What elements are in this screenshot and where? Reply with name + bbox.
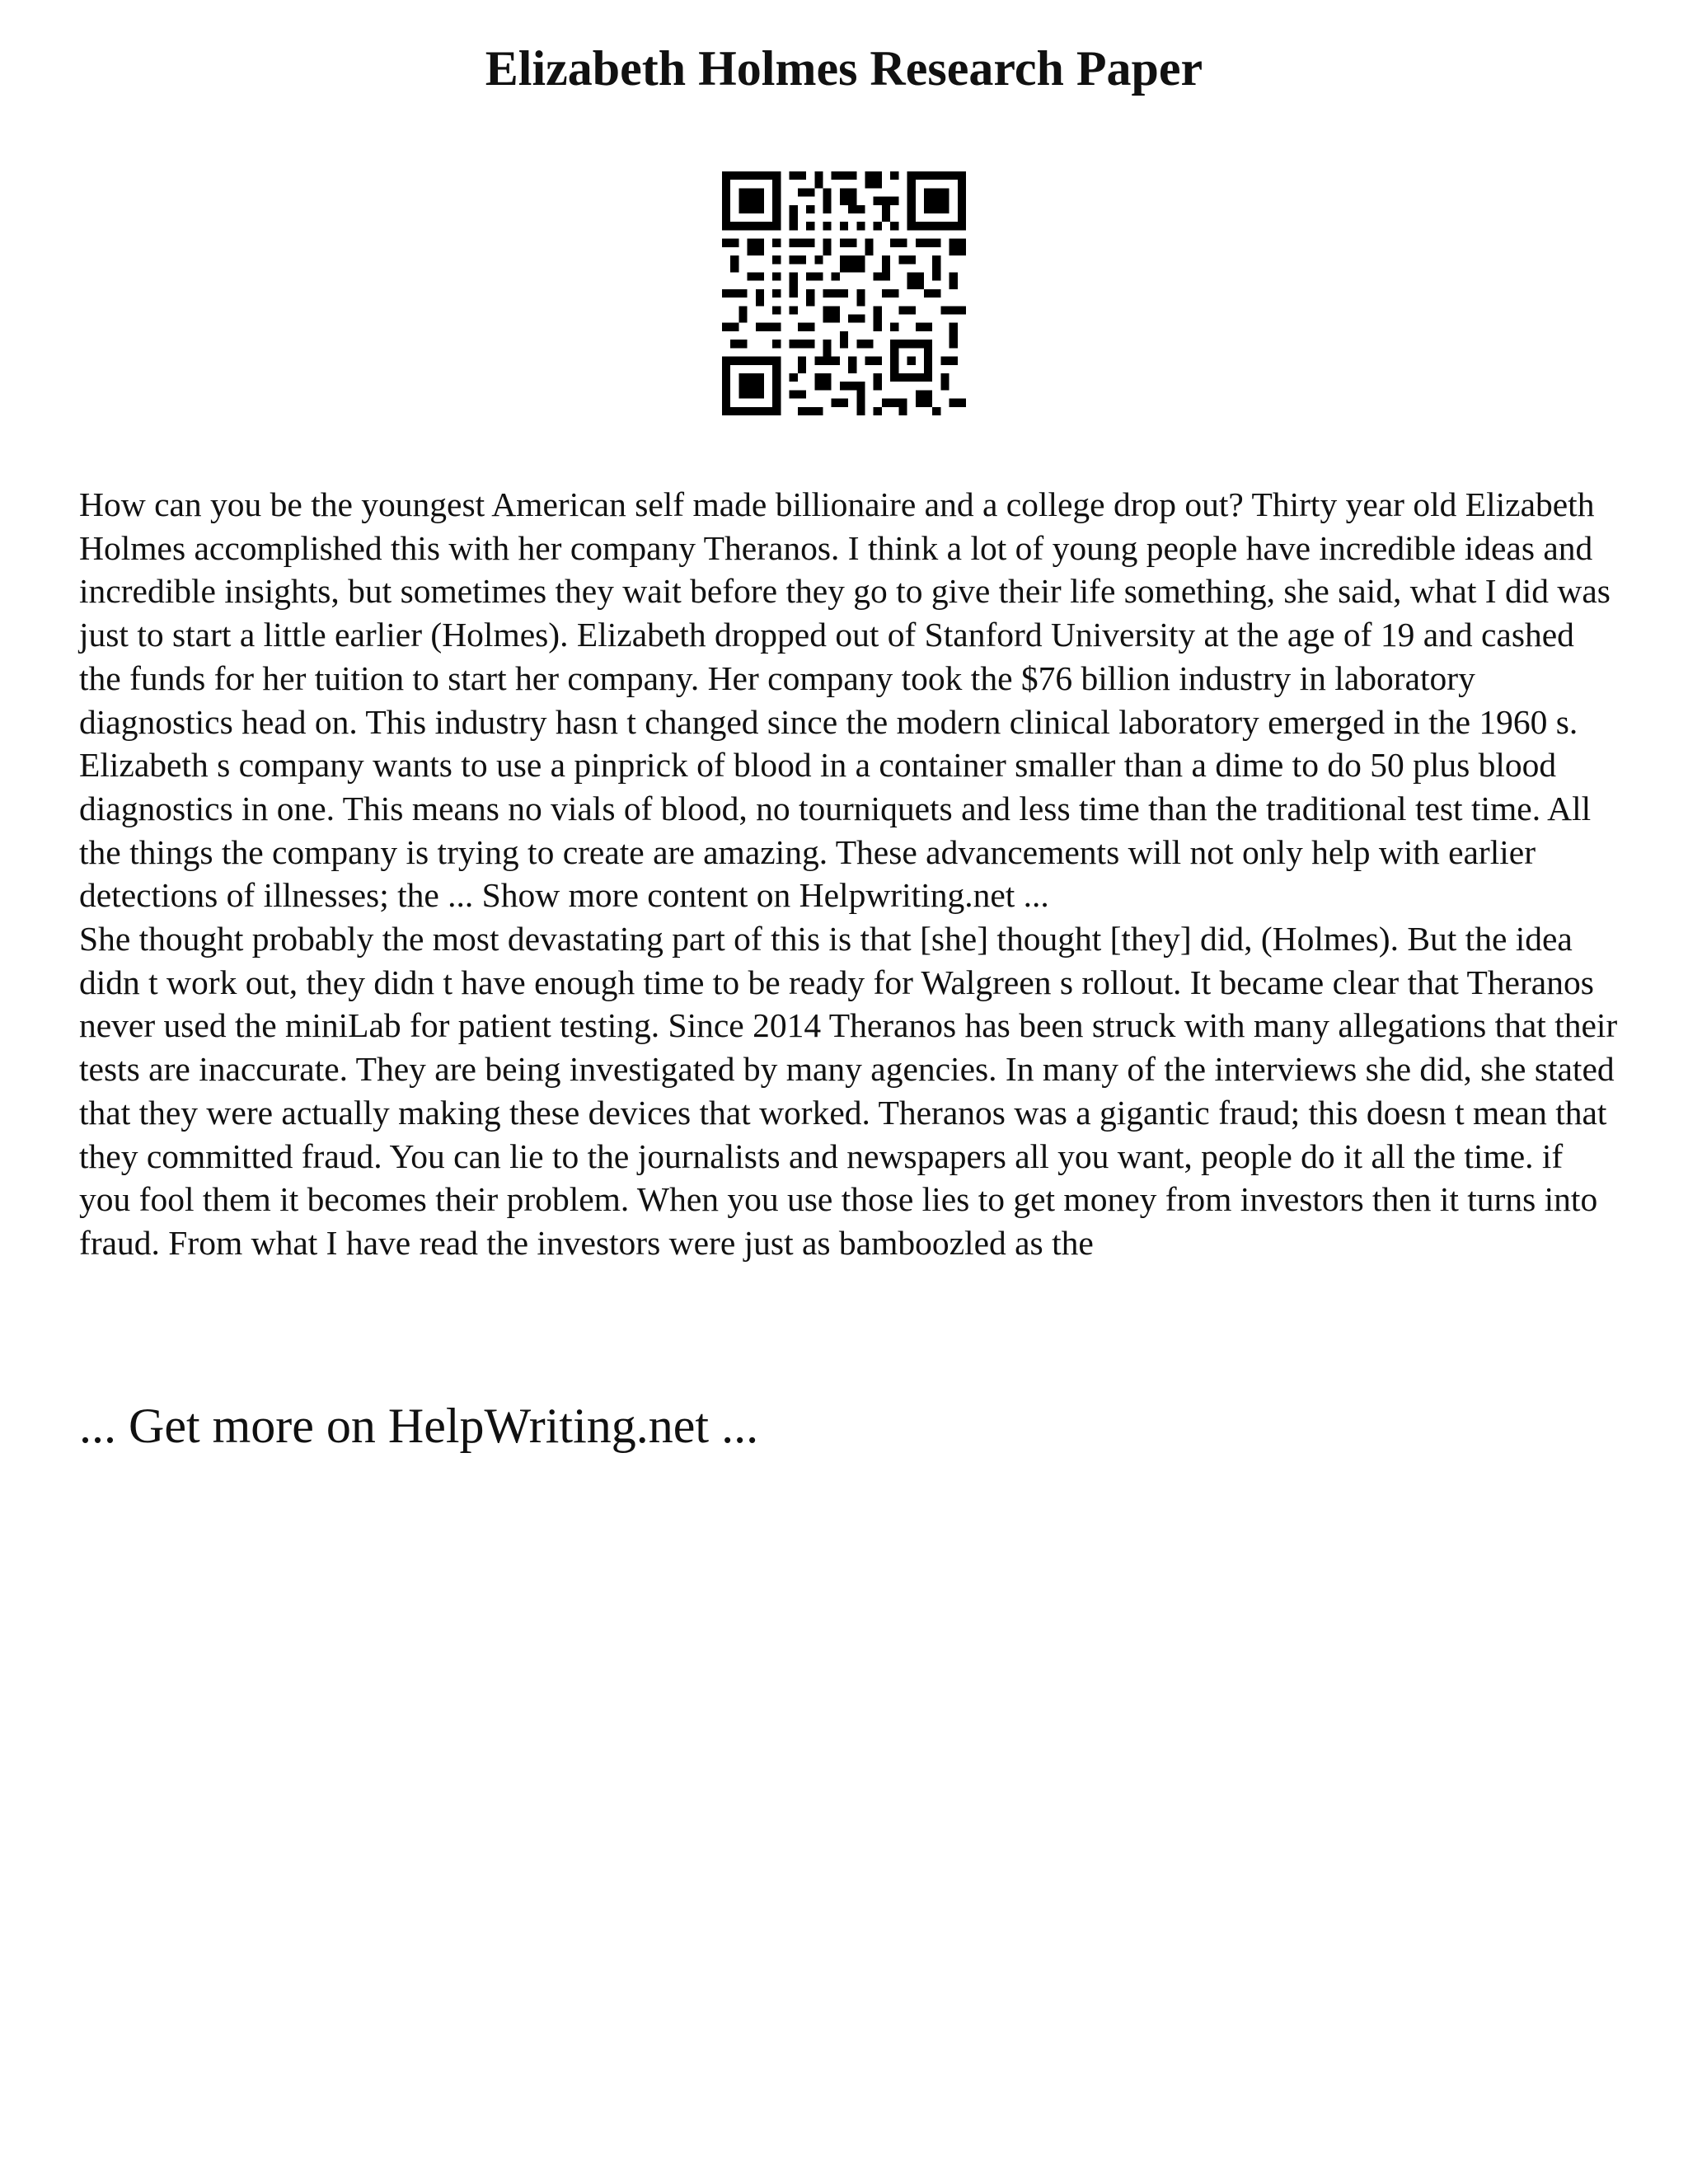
page-title: Elizabeth Holmes Research Paper xyxy=(485,41,1203,96)
get-more-link[interactable]: ... Get more on HelpWriting.net ... xyxy=(79,1399,759,1453)
qr-code-icon[interactable] xyxy=(722,171,966,415)
article-body xyxy=(79,483,1620,1265)
article-paragraph-2: She thought probably the most devastating part of this is that [she] thought [they] did, (Holmes). But the idea didn t work out, they didn t have enough time to be ready for Walgreen s rollout. It became clear that Theranos never used the miniLab for patient testing. Since 2014 Theranos has been struck with many allegations that their tests are inaccurate. They are being investigated by many agencies. In many of the interviews she did, she stated that they were actually making these devices that worked. Theranos was a gigantic fraud; this doesn t mean that they committed fraud. You can lie to the journalists and newspapers all you want, people do it all the time. if you fool them it becomes their problem. When you use those lies to get money from investors then it turns into fraud. From what I have read the investors were just as bamboozled as the xyxy=(79,920,1618,1262)
article-paragraph-1: How can you be the youngest American self made billionaire and a college drop out? Thirty year old Elizabeth Holmes accomplished this with her company Theranos. I think a lot of young people have incredible ideas and incredible insights, but sometimes they wait before they go to give their life something, she said, what I did was just to start a little earlier (Holmes). Elizabeth dropped out of Stanford University at the age of 19 and cashed the funds for her tuition to start her company. Her company took the $76 billion industry in laboratory diagnostics head on. This industry hasn t changed since the modern clinical laboratory emerged in the 1960 s. Elizabeth s company wants to use a pinprick of blood in a container smaller than a dime to do 50 plus blood diagnostics in one. This means no vials of blood, no tourniquets and less time than the traditional test time. All the things the company is trying to create are amazing. These advancements will not only help with earlier detections of illnesses; the ... Show more content on Helpwriting.net ... xyxy=(79,485,1611,915)
